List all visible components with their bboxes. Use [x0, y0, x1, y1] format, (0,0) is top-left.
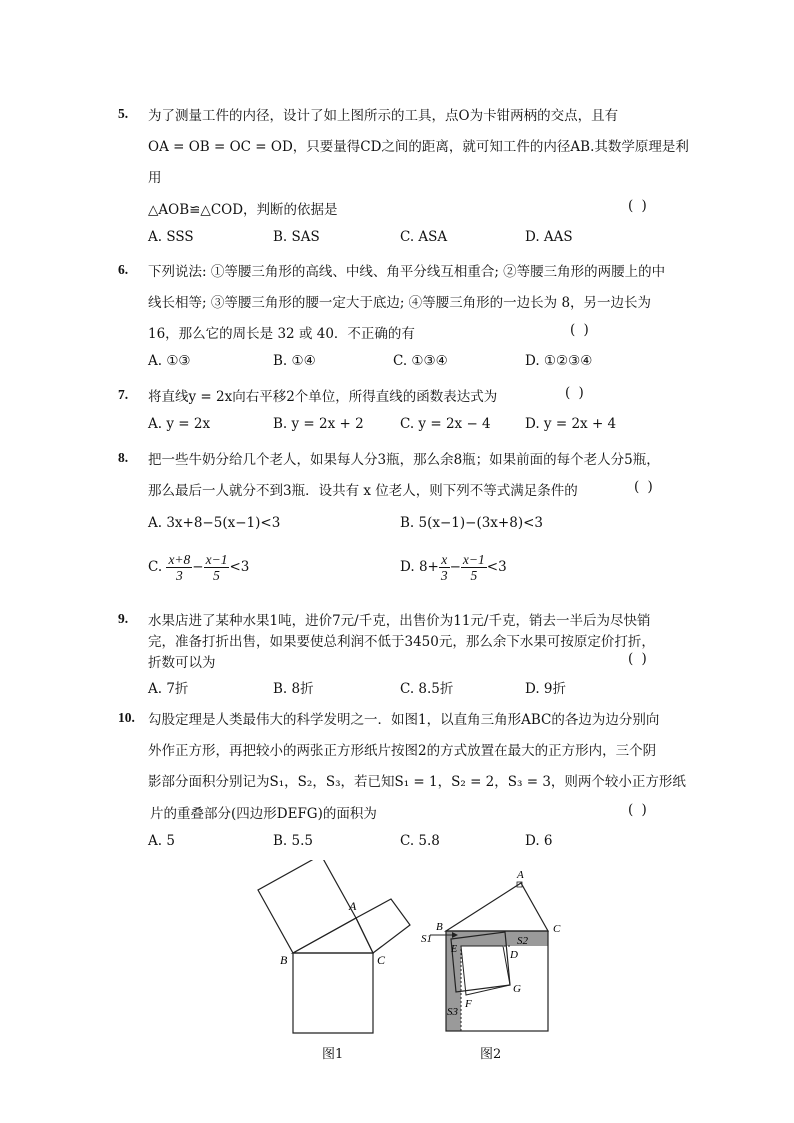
- q9-line3: 折数可以为: [148, 655, 216, 671]
- q5-line1: 为了测量工件的内径，设计了如上图所示的工具，点O为卡钳两柄的交点，且有: [148, 108, 619, 124]
- q9-line2: 完，准备打折出售，如果要使总利润不低于3450元，那么余下水果可按原定价打折，: [148, 634, 655, 650]
- fig2-label-f: F: [465, 998, 472, 1010]
- q6-number: 6.: [118, 262, 129, 277]
- q6-option-a[interactable]: A. ①③: [148, 353, 191, 369]
- fig1-label-c: C: [377, 953, 386, 967]
- q9-line1: 水果店进了某种水果1吨，进价7元/千克，出售价为11元/千克，销去一半后为尽快销: [148, 613, 651, 629]
- q8-option-c-tail: <3: [229, 559, 250, 575]
- fig2-label-b: B: [436, 921, 443, 933]
- q5-number: 5.: [118, 106, 129, 121]
- q10-option-b[interactable]: B. 5.5: [273, 833, 313, 849]
- q8-option-b[interactable]: B. 5(x−1)−(3x+8)<3: [400, 515, 543, 531]
- q8-option-c[interactable]: [148, 552, 249, 583]
- fig2-label-c: C: [553, 923, 561, 935]
- q6-answer-paren: ( ): [570, 322, 591, 338]
- q5-line3: 用: [148, 170, 162, 186]
- q5-option-c[interactable]: C. ASA: [400, 229, 448, 245]
- q10-number: 10.: [118, 710, 135, 725]
- q7-option-b[interactable]: B. y = 2x + 2: [273, 416, 364, 432]
- fig2-label-s2: S2: [517, 935, 528, 947]
- q9-option-a[interactable]: A. 7折: [148, 681, 189, 697]
- q7-option-c[interactable]: C. y = 2x − 4: [400, 416, 491, 432]
- q10-line2: 外作正方形，再把较小的两张正方形纸片按图2的方式放置在最大的正方形内，三个阴: [148, 743, 657, 759]
- fig1-square-bc: [293, 953, 373, 1033]
- q8-number: 8.: [118, 450, 129, 465]
- q8-option-d-minus: −: [449, 559, 461, 575]
- fig2-label-s1: S1: [421, 933, 432, 945]
- q10-answer-paren: ( ): [628, 802, 649, 818]
- fig1-square-ac: [356, 899, 410, 953]
- q6-line3: 16，那么它的周长是 32 或 40．不正确的有: [148, 326, 415, 342]
- q9-answer-paren: ( ): [628, 651, 649, 667]
- figure-2-diagram: [415, 860, 575, 1060]
- q10-option-c[interactable]: C. 5.8: [400, 833, 440, 849]
- fig1-triangle: [293, 918, 373, 953]
- q7-line1: 将直线y = 2x向右平移2个单位，所得直线的函数表达式为: [148, 389, 498, 405]
- fig2-label-d: D: [510, 949, 518, 961]
- q5-option-d[interactable]: D. AAS: [525, 229, 573, 245]
- q5-answer-paren: ( ): [628, 198, 649, 214]
- q10-line1: 勾股定理是人类最伟大的科学发明之一．如图1，以直角三角形ABC的各边为边分别向: [148, 712, 660, 728]
- q10-option-d[interactable]: D. 6: [525, 833, 553, 849]
- fig2-label-g: G: [513, 983, 521, 995]
- fig1-label-b: B: [280, 953, 288, 967]
- fig1-square-ab: [258, 860, 356, 953]
- q8-option-c-label: C.: [148, 559, 163, 575]
- q5-line4: △AOB≌△COD，判断的依据是: [148, 202, 338, 218]
- q6-option-b[interactable]: B. ①④: [273, 353, 316, 369]
- q8-option-d[interactable]: [400, 552, 507, 583]
- q9-option-b[interactable]: B. 8折: [273, 681, 314, 697]
- fig1-label-a: A: [349, 899, 357, 913]
- q7-option-a[interactable]: A. y = 2x: [148, 416, 211, 432]
- q8-option-a[interactable]: A. 3x+8−5(x−1)<3: [148, 515, 281, 531]
- q8-option-d-tail: <3: [486, 559, 507, 575]
- q8-option-d-label: D.: [400, 559, 415, 575]
- q7-answer-paren: ( ): [565, 385, 586, 401]
- fig2-label-a: A: [517, 869, 524, 881]
- fig2-inner: [461, 946, 548, 1031]
- q8-option-d-fraction1: $\frac{x}{3}$: [440, 552, 448, 583]
- q7-number: 7.: [118, 387, 129, 402]
- q5-option-a[interactable]: A. SSS: [148, 229, 194, 245]
- q8-option-d-head: 8+: [418, 559, 439, 575]
- q5-option-b[interactable]: B. SAS: [273, 229, 320, 245]
- q10-option-a[interactable]: A. 5: [148, 833, 175, 849]
- q6-line1: 下列说法: ①等腰三角形的高线、中线、角平分线互相重合; ②等腰三角形的两腰上的中: [148, 264, 666, 280]
- q8-line1: 把一些牛奶分给几个老人，如果每人分3瓶，那么余8瓶；如果前面的每个老人分5瓶，: [148, 452, 660, 468]
- q8-option-c-fraction1: $\frac{x+8}{3}$: [168, 552, 191, 583]
- q8-option-c-minus: −: [192, 559, 204, 575]
- q6-option-c[interactable]: C. ①③④: [393, 353, 448, 369]
- fig2-label-e: E: [451, 944, 458, 955]
- q6-line2: 线长相等; ③等腰三角形的腰一定大于底边; ④等腰三角形的一边长为 8，另一边长为: [148, 295, 652, 311]
- q9-option-d[interactable]: D. 9折: [525, 681, 567, 697]
- q10-line3: 影部分面积分别记为S₁，S₂，S₃，若已知S₁ = 1，S₂ = 2，S₃ = 3，则两个较小正方形纸: [148, 774, 686, 790]
- q8-option-d-fraction2: $\frac{x-1}{5}$: [462, 552, 485, 583]
- figure-1-diagram: [240, 860, 430, 1060]
- q8-answer-paren: ( ): [634, 479, 655, 495]
- q9-option-c[interactable]: C. 8.5折: [400, 681, 454, 697]
- figure-1-caption: 图1: [322, 1047, 344, 1062]
- q7-option-d[interactable]: D. y = 2x + 4: [525, 416, 617, 432]
- q8-line2: 那么最后一人就分不到3瓶．设共有 x 位老人，则下列不等式满足条件的: [148, 483, 578, 499]
- fig2-label-s3: S3: [447, 1006, 458, 1018]
- q6-option-d[interactable]: D. ①②③④: [525, 353, 593, 369]
- q5-line2: OA = OB = OC = OD，只要量得CD之间的距离，就可知工件的内径AB.其数学原理是利: [148, 139, 689, 155]
- fig2-triangle: [446, 883, 548, 931]
- q8-option-c-fraction2: $\frac{x-1}{5}$: [205, 552, 228, 583]
- q9-number: 9.: [118, 611, 129, 626]
- figure-2-caption: 图2: [480, 1047, 502, 1062]
- q10-line4: 片的重叠部分(四边形DEFG)的面积为: [150, 806, 377, 822]
